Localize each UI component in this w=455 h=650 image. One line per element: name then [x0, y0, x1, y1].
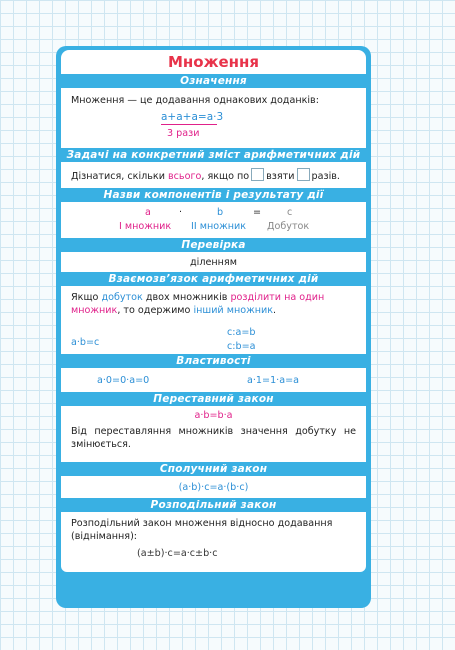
section-header-properties: Властивості	[176, 355, 251, 367]
check-box	[61, 252, 366, 272]
rel-p3: двох множників	[145, 292, 228, 303]
rel-formula-3: c:b=a	[227, 341, 256, 352]
blank-square-2	[297, 168, 310, 181]
rel-p7: , то одержимо	[117, 305, 191, 316]
associative-box	[61, 476, 366, 498]
section-header-definition: Означення	[180, 75, 247, 87]
rel-p1: Якщо	[71, 292, 99, 303]
section-header-associative: Сполучний закон	[159, 463, 268, 475]
check-text: діленням	[190, 257, 237, 268]
section-header-commutative: Переставний закон	[153, 393, 274, 405]
rel-formula-1: a·b=c	[71, 337, 100, 348]
multiplication-card	[56, 46, 371, 608]
tasks-text-2: , якщо по	[201, 171, 250, 182]
section-header-check: Перевірка	[181, 239, 246, 251]
tasks-text-3: взяти	[266, 171, 295, 182]
distributive-box	[61, 512, 366, 572]
distributive-text: Розподільний закон множення відносно додавання (віднімання):	[71, 518, 333, 542]
factor-a: a	[145, 207, 151, 218]
product-c: c	[287, 207, 293, 218]
rel-p4: розділити	[230, 292, 282, 303]
factor-b: b	[217, 207, 224, 218]
distributive-formula: (a±b)·c=a·c±b·c	[137, 548, 218, 559]
rel-formula-2: c:a=b	[227, 327, 256, 338]
property-one: a·1=1·a=a	[247, 375, 300, 386]
commutative-box	[61, 406, 366, 462]
definition-text: Множення — це додавання однакових доданків:	[71, 95, 319, 106]
section-header-relationship: Взаємозв’язок арифметичних дій	[108, 273, 319, 285]
dot-sign: ·	[179, 207, 183, 218]
definition-formula: a+a+a=a·3	[161, 111, 224, 123]
commutative-text: Від переставляння множників значення добутку не змінюється.	[71, 426, 356, 450]
definition-box	[61, 88, 366, 148]
rel-p8: інший множник	[193, 305, 274, 316]
associative-formula: (a·b)·c=a·(b·c)	[178, 482, 249, 493]
rel-p5: на один	[284, 292, 325, 303]
components-box	[61, 202, 366, 238]
product-label: Добуток	[267, 221, 310, 232]
blank-square-1	[251, 168, 264, 181]
properties-box	[61, 368, 366, 392]
rel-p6: множник	[71, 305, 118, 316]
card-title: Множення	[61, 50, 366, 74]
rel-p9: .	[273, 305, 277, 316]
tasks-word-total: всього	[168, 171, 202, 182]
tasks-box	[61, 162, 366, 188]
tasks-text-4: разів.	[311, 171, 340, 182]
section-header-tasks: Задачі на конкретний зміст арифметичних дій	[66, 149, 361, 161]
relationship-box	[61, 286, 366, 354]
times-brace	[161, 124, 217, 125]
property-zero: a·0=0·a=0	[97, 375, 150, 386]
commutative-formula: a·b=b·a	[194, 410, 233, 421]
second-factor-label: ІІ множник	[191, 221, 247, 232]
rel-p2: добуток	[101, 292, 143, 303]
section-header-distributive: Розподільний закон	[150, 499, 277, 511]
tasks-text-1: Дізнатися, скільки	[71, 171, 165, 182]
equals-sign: =	[253, 207, 262, 218]
section-header-components: Назви компонентів і результату дії	[103, 189, 324, 201]
times-label: 3 рази	[167, 128, 200, 139]
first-factor-label: І множник	[119, 221, 172, 232]
relationship-text	[71, 291, 356, 317]
